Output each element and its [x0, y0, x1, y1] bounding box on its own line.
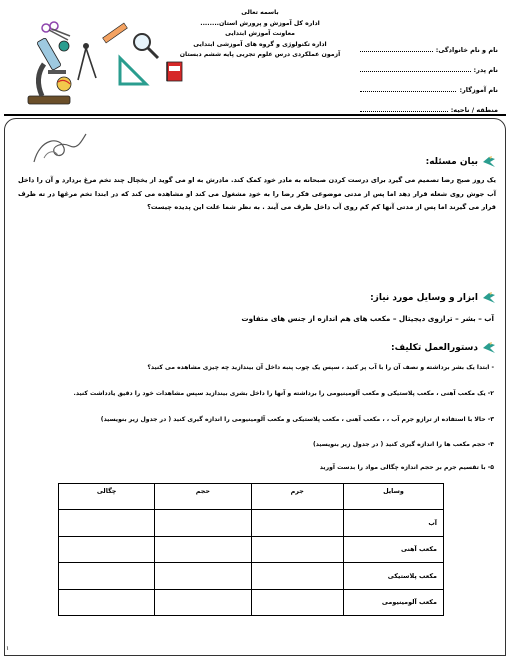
compass-icon [78, 43, 96, 80]
instruction-step-3: ۳- حالا با استفاده از ترازو جرم آب ، ، مکعب آهنی ، مکعب پلاستیکی و مکعب آلومینیومی را اندازه گیری کنید ( در جدول زیر بنویسید) [100, 416, 494, 423]
mass-cell[interactable] [251, 536, 343, 563]
field-label: نام آموزگار: [459, 86, 498, 94]
magnifier-icon [134, 34, 158, 58]
exam-header [4, 4, 506, 116]
table-row [59, 536, 444, 563]
volume-cell[interactable] [155, 563, 251, 590]
page-number: ۱ [6, 645, 10, 652]
problem-title-text: بیان مسئله: [425, 157, 478, 167]
row-label: مکعب آهنی [343, 536, 443, 563]
column-header-items: وسایل [343, 484, 443, 510]
volume-cell[interactable] [155, 510, 251, 537]
bird-bullet-icon [482, 342, 496, 354]
instructions-title [391, 342, 496, 354]
instruction-step-1: - ابتدا یک بشر برداشته و نصف آن را با آب پر کنید ، سپس یک چوب پنبه داخل آن بیندازید چه چیزی مشاهده می کنید؟ [147, 364, 494, 371]
instruction-step-4: ۴- حجم مکعب ها را اندازه گیری کنید ( در جدول زیر بنویسید) [312, 441, 494, 448]
scissors-icon [42, 22, 70, 40]
table-header-row [59, 484, 444, 510]
father-name-field[interactable] [360, 54, 498, 74]
tools-title [370, 292, 496, 304]
field-line [360, 71, 471, 72]
ball-icon [57, 77, 71, 91]
org-line: معاونت آموزش ابتدایی [225, 30, 295, 37]
table-row [59, 510, 444, 537]
instruction-step-2: ۲- یک مکعب آهنی ، مکعب پلاستیکی و مکعب آلومینیومی را برداشته و آنها را داخل بشری بیندازید سپس مشاهدات خود را دقیق یادداشت کنید. [73, 390, 494, 397]
tools-title-text: ابزار و وسایل مورد نیاز: [370, 293, 478, 303]
tools-text: آب – بشر – ترازوی دیجیتال – مکعب های هم اندازه از جنس های متفاوت [241, 314, 494, 323]
field-line [360, 111, 448, 112]
problem-text: یک روز صبح رضا تصمیم می گیرد برای درست کردن صبحانه به مادر خود کمک کند. مادرش به او می گوید از یخچال چند تخم مرغ بردارد و آن را داخل آب جوش روی شعله قرار دهد اما پس از مدتی موضوعی فکر رضا را به خود مشغول می کند او مشاهده می کند که در ابتدا تخم مرغها در ته ظرف قرار می گیرند اما پس از مدتی آنها کم کم روی آب داخل ظرف می آیند . به نظر شما علت این پدیده چیست؟ [18, 176, 496, 211]
org-line: اداره کل آموزش و پرورش استان........ [200, 19, 320, 27]
mass-cell[interactable] [251, 563, 343, 590]
student-info-fields [360, 34, 498, 114]
org-line: اداره تکنولوژی و گروه های آموزشی ابتدایی [193, 40, 327, 48]
problem-title [426, 156, 496, 168]
density-cell[interactable] [59, 536, 155, 563]
basmala: باسمه تعالی [241, 9, 279, 16]
field-label: منطقه / ناحیه: [450, 106, 498, 114]
column-header-density: چگالی [59, 484, 155, 510]
district-field[interactable] [360, 94, 498, 114]
density-table [58, 483, 444, 616]
exam-title: آزمون عملکردی درس علوم تجربی پایه ششم دبستان [179, 51, 341, 58]
pencil-icon [103, 23, 128, 43]
mass-cell[interactable] [251, 589, 343, 616]
row-label: مکعب آلومینیومی [343, 589, 443, 616]
table-row [59, 563, 444, 590]
student-name-field[interactable] [360, 34, 498, 54]
row-label: مکعب پلاستیکی [343, 563, 443, 590]
teacher-name-field[interactable] [360, 74, 498, 94]
column-header-volume: حجم [155, 484, 251, 510]
header-divider [4, 114, 506, 116]
row-label: آب [343, 510, 443, 537]
triangle-ruler-icon [120, 58, 146, 84]
volume-cell[interactable] [155, 589, 251, 616]
field-label: نام پدر: [473, 66, 498, 74]
density-cell[interactable] [59, 563, 155, 590]
table-row [59, 589, 444, 616]
microscope-icon [28, 38, 70, 104]
organization-heading [176, 8, 344, 61]
flourish-ornament-icon [30, 128, 90, 166]
density-cell[interactable] [59, 589, 155, 616]
field-line [360, 51, 433, 52]
mass-cell[interactable] [251, 510, 343, 537]
field-label: نام و نام خانوادگی: [435, 46, 498, 54]
science-tools-icon [24, 18, 170, 110]
instructions-title-text: دستورالعمل تکلیف: [391, 343, 478, 353]
volume-cell[interactable] [155, 536, 251, 563]
column-header-mass: جرم [251, 484, 343, 510]
bird-bullet-icon [482, 156, 496, 168]
instruction-step-5: ۵- با تقسیم جرم بر حجم اندازه چگالی مواد را بدست آورید [319, 464, 494, 471]
field-line [360, 91, 456, 92]
density-cell[interactable] [59, 510, 155, 537]
bird-bullet-icon [482, 292, 496, 304]
